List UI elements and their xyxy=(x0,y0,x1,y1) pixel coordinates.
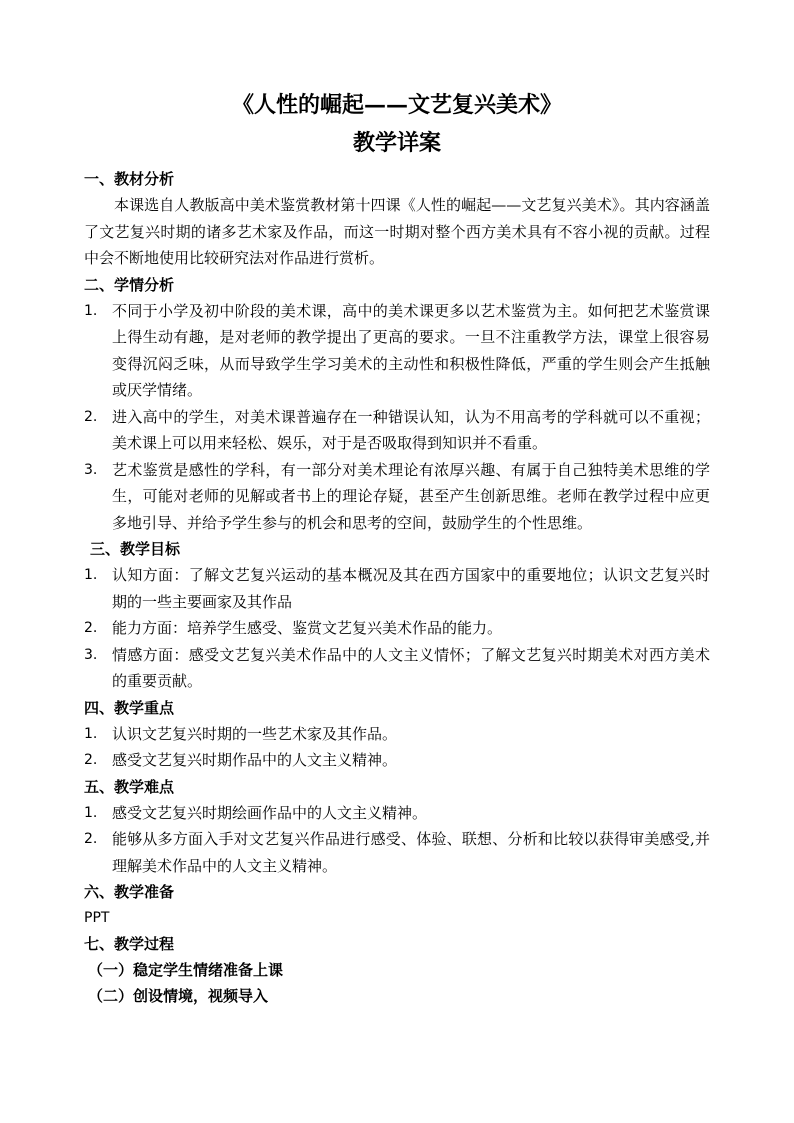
section-heading-process: 七、教学过程 xyxy=(84,935,175,953)
section-paragraph-materials: 本课选自人教版高中美术鉴赏教材第十四课《人性的崛起——文艺复兴美术》。其内容涵盖了文艺复兴时期的诸多艺术家及作品，而这一时期对整个西方美术具有不容小视的贡献。过程中会不断地使用比较研究法对作品进行赏析。 xyxy=(84,196,710,267)
list-number: 1. xyxy=(84,804,98,821)
section-heading-students: 二、学情分析 xyxy=(84,275,175,294)
list-text: 艺术鉴赏是感性的学科，有一部分对美术理论有浓厚兴趣、有属于自己独特美术思维的学生，可能对老师的见解或者书上的理论存疑，甚至产生创新思维。老师在教学过程中应更多地引导、并给予学生参与的机会和思考的空间，鼓励学生的个性思维。 xyxy=(112,460,710,532)
list-number: 2. xyxy=(84,408,98,425)
list-item xyxy=(84,457,710,537)
list-number: 3. xyxy=(84,461,98,478)
list-text: 感受文艺复兴时期作品中的人文主义精神。 xyxy=(112,751,398,769)
list-item xyxy=(84,800,710,827)
section-heading-difficulties: 五、教学难点 xyxy=(84,777,175,796)
list-difficulties xyxy=(84,800,710,880)
list-text: 认识文艺复兴时期的一些艺术家及其作品。 xyxy=(112,724,398,743)
list-item xyxy=(84,562,710,615)
list-objectives xyxy=(84,562,710,695)
list-item xyxy=(84,615,710,642)
list-text: 不同于小学及初中阶段的美术课，高中的美术课更多以艺术鉴赏为主。如何把艺术鉴赏课上得生动有趣，是对老师的教学提出了更高的要求。一旦不注重教学方法，课堂上很容易变得沉闷乏味，从而导致学生学习美术的主动性和积极性降低，严重的学生则会产生抵触或厌学情绪。 xyxy=(112,301,710,399)
section-heading-key-points: 四、教学重点 xyxy=(84,698,175,717)
list-item xyxy=(84,826,710,879)
list-item xyxy=(84,298,710,404)
list-text: 能够从多方面入手对文艺复兴作品进行感受、体验、联想、分析和比较以获得审美感受,并理解美术作品中的人文主义精神。 xyxy=(112,830,710,875)
process-step-1: （一）稳定学生情绪准备上课 xyxy=(88,961,284,979)
list-students xyxy=(84,298,710,537)
section-heading-objectives: 三、教学目标 xyxy=(90,540,181,558)
list-item xyxy=(84,642,710,695)
list-text: 能力方面：培养学生感受、鉴赏文艺复兴美术作品的能力。 xyxy=(112,619,503,637)
section-heading-materials: 一、教材分析 xyxy=(84,170,175,188)
process-step-2: （二）创设情境，视频导入 xyxy=(88,987,269,1005)
list-text: 认知方面：了解文艺复兴运动的基本概况及其在西方国家中的重要地位；认识文艺复兴时期的一些主要画家及其作品 xyxy=(112,566,710,611)
list-text: 感受文艺复兴时期绘画作品中的人文主义精神。 xyxy=(112,803,428,822)
list-number: 2. xyxy=(84,620,98,636)
list-text: 情感方面：感受文艺复兴美术作品中的人文主义情怀；了解文艺复兴时期美术对西方美术的重要贡献。 xyxy=(112,645,710,690)
document-title: 《人性的崛起——文艺复兴美术》 xyxy=(231,92,562,118)
list-number: 2. xyxy=(84,752,98,768)
list-number: 1. xyxy=(84,302,98,319)
list-item xyxy=(84,747,710,774)
document-subtitle: 教学详案 xyxy=(352,130,441,156)
list-key-points xyxy=(84,721,710,774)
list-number: 1. xyxy=(84,567,98,583)
list-number: 1. xyxy=(84,725,98,742)
list-text: 进入高中的学生，对美术课普遍存在一种错误认知，认为不用高考的学科就可以不重视；美术课上可以用来轻松、娱乐，对于是否吸取得到知识并不看重。 xyxy=(112,407,710,452)
list-item xyxy=(84,404,710,457)
list-number: 3. xyxy=(84,646,98,663)
list-item xyxy=(84,721,710,748)
section-heading-preparation: 六、教学准备 xyxy=(84,883,175,901)
preparation-text: PPT xyxy=(84,910,110,926)
list-number: 2. xyxy=(84,831,98,847)
